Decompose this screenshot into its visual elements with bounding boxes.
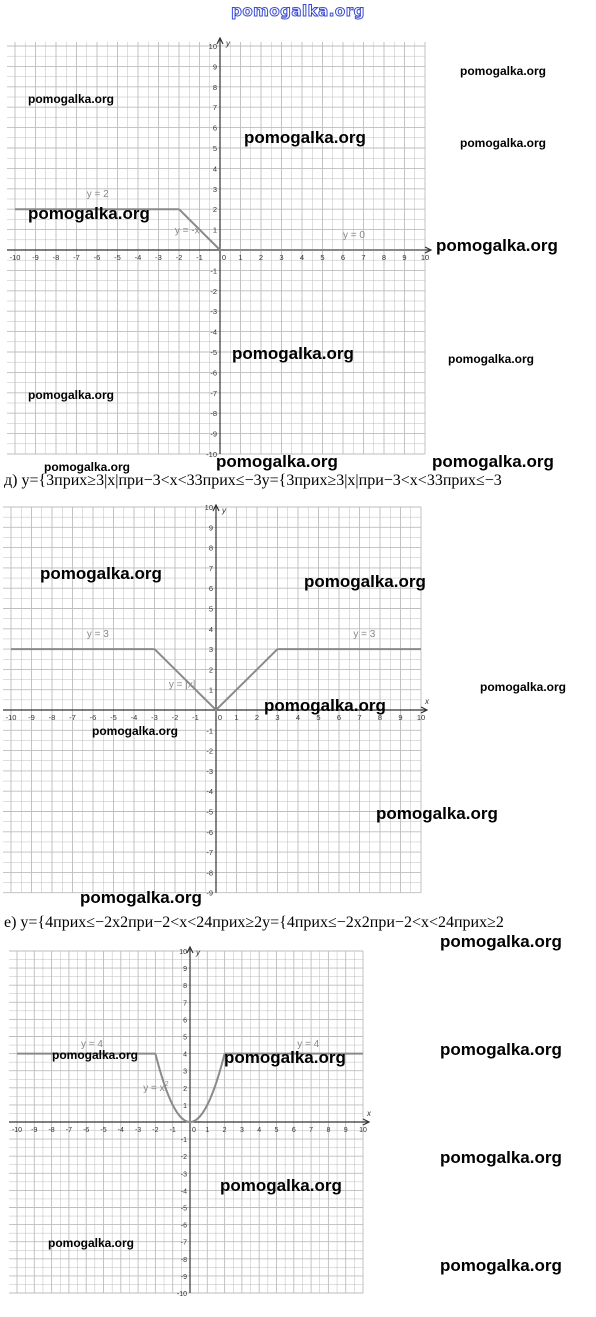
site-header-logo[interactable]: pomogalka.org xyxy=(231,2,365,20)
watermark: pomogalka.org xyxy=(440,932,562,951)
y-tick-label: -3 xyxy=(206,766,213,776)
x-tick-label: -8 xyxy=(48,1127,55,1134)
y-tick-label: -7 xyxy=(180,1239,187,1247)
x-tick-label: 9 xyxy=(398,713,403,722)
y-tick-label: -10 xyxy=(206,450,217,459)
y-tick-label: -9 xyxy=(206,888,213,898)
y-tick-label: -3 xyxy=(210,307,217,317)
watermark: pomogalka.org xyxy=(52,1048,139,1062)
x-tick-label: 0 xyxy=(192,1127,196,1134)
y-tick-label: -6 xyxy=(206,827,213,837)
x-tick-label: 2 xyxy=(222,1127,227,1134)
x-tick-label: -6 xyxy=(83,1127,90,1134)
y-tick-label: -7 xyxy=(206,848,213,858)
x-tick-label: -7 xyxy=(65,1127,73,1134)
x-tick-label: -4 xyxy=(134,253,142,262)
y-tick-label: 8 xyxy=(208,543,213,553)
watermark: pomogalka.org xyxy=(44,460,131,474)
x-tick-label: -1 xyxy=(169,1127,176,1134)
series-label: y = 3 xyxy=(353,628,376,640)
x-tick-label: 4 xyxy=(257,1127,262,1134)
x-tick-label: 3 xyxy=(275,713,280,722)
x-tick-label: 8 xyxy=(326,1127,331,1134)
y-tick-label: 3 xyxy=(183,1068,187,1076)
y-tick-label: -5 xyxy=(206,807,213,817)
y-tick-label: 3 xyxy=(208,645,213,655)
x-tick-label: -5 xyxy=(100,1127,107,1134)
x-tick-label: 9 xyxy=(402,253,407,262)
y-tick-label: 1 xyxy=(183,1102,187,1110)
y-tick-label: 5 xyxy=(183,1034,187,1042)
series-label: y = 4 xyxy=(297,1038,320,1050)
watermark: pomogalka.org xyxy=(92,724,179,738)
watermark: pomogalka.org xyxy=(48,1236,135,1250)
x-tick-label: 3 xyxy=(239,1127,244,1134)
y-tick-label: 4 xyxy=(183,1051,187,1059)
x-tick-label: -6 xyxy=(93,253,101,262)
x-tick-label: 8 xyxy=(381,253,387,262)
series-label: y = 3 xyxy=(86,628,109,640)
y-tick-label: 4 xyxy=(212,164,217,174)
x-tick-label: 1 xyxy=(234,713,239,722)
watermark: pomogalka.org xyxy=(220,1176,342,1195)
x-tick-label: -2 xyxy=(175,253,183,262)
x-tick-label: -2 xyxy=(171,713,179,722)
x-tick-label: -1 xyxy=(192,713,199,722)
y-tick-label: -8 xyxy=(180,1256,187,1264)
x-tick-label: -4 xyxy=(117,1127,124,1134)
y-tick-label: -1 xyxy=(206,726,213,736)
y-tick-label: 6 xyxy=(212,123,217,133)
x-tick-label: -5 xyxy=(114,253,121,262)
x-tick-label: 2 xyxy=(254,713,260,722)
watermark: pomogalka.org xyxy=(304,572,426,591)
watermark: pomogalka.org xyxy=(480,680,567,694)
x-tick-label: 9 xyxy=(343,1127,348,1134)
x-tick-label: -10 xyxy=(9,253,21,262)
y-tick-label: -3 xyxy=(180,1171,187,1179)
x-tick-label: 0 xyxy=(217,713,223,722)
y-tick-label: 9 xyxy=(183,966,187,974)
x-tick-label: 6 xyxy=(291,1127,296,1134)
watermark: pomogalka.org xyxy=(216,452,338,471)
x-tick-label: 3 xyxy=(279,253,284,262)
series-label: y = |x| xyxy=(168,679,196,691)
y-tick-label: -1 xyxy=(210,266,217,276)
y-tick-label: 10 xyxy=(208,42,217,51)
y-axis-name: y xyxy=(222,506,226,515)
watermark: pomogalka.org xyxy=(436,236,558,255)
x-tick-label: 7 xyxy=(361,253,366,262)
y-tick-label: -2 xyxy=(180,1154,187,1162)
x-tick-label: 6 xyxy=(340,253,346,262)
y-tick-label: -6 xyxy=(210,368,217,378)
y-tick-label: -10 xyxy=(176,1291,187,1298)
x-tick-label: 0 xyxy=(221,253,227,262)
y-tick-label: 2 xyxy=(212,205,217,215)
y-tick-label: 3 xyxy=(212,184,217,194)
watermark: pomogalka.org xyxy=(224,1048,346,1067)
y-tick-label: 1 xyxy=(208,685,213,695)
y-tick-label: 7 xyxy=(212,103,217,113)
watermark: pomogalka.org xyxy=(376,804,498,823)
x-tick-label: -9 xyxy=(28,713,35,722)
y-tick-label: 8 xyxy=(183,983,187,991)
x-tick-label: 5 xyxy=(274,1127,279,1134)
x-tick-label: 8 xyxy=(377,713,383,722)
y-tick-label: 10 xyxy=(179,949,187,956)
series-label: y = -x xyxy=(174,225,200,237)
y-tick-label: -5 xyxy=(180,1205,187,1213)
y-tick-label: -8 xyxy=(210,409,217,419)
y-tick-label: 6 xyxy=(183,1017,187,1025)
series-label: y = 4 xyxy=(81,1038,103,1050)
y-tick-label: -2 xyxy=(210,286,217,296)
x-tick-label: -7 xyxy=(69,713,76,722)
x-tick-label: -9 xyxy=(31,1127,38,1134)
x-tick-label: 5 xyxy=(320,253,325,262)
x-tick-label: -1 xyxy=(196,253,203,262)
watermark: pomogalka.org xyxy=(440,1040,562,1059)
x-tick-label: -9 xyxy=(32,253,39,262)
x-tick-label: 2 xyxy=(258,253,264,262)
x-tick-label: -8 xyxy=(48,713,56,722)
y-tick-label: -7 xyxy=(210,388,217,398)
watermark: pomogalka.org xyxy=(28,204,150,223)
series-label: $y = x^2$ xyxy=(143,1081,169,1095)
y-tick-label: -4 xyxy=(206,787,213,797)
x-tick-label: -4 xyxy=(130,713,138,722)
y-tick-label: 2 xyxy=(208,665,213,675)
y-tick-label: 7 xyxy=(208,563,213,573)
y-tick-label: 9 xyxy=(212,62,217,72)
x-tick-label: 1 xyxy=(205,1127,210,1134)
watermark: pomogalka.org xyxy=(440,1148,562,1167)
watermark: pomogalka.org xyxy=(264,696,386,715)
watermark: pomogalka.org xyxy=(28,388,115,402)
y-tick-label: -4 xyxy=(210,327,217,337)
x-tick-label: 7 xyxy=(309,1127,314,1134)
x-tick-label: -6 xyxy=(89,713,97,722)
y-tick-label: 10 xyxy=(204,503,213,512)
y-tick-label: 9 xyxy=(208,523,213,533)
x-tick-label: -10 xyxy=(5,713,17,722)
watermark: pomogalka.org xyxy=(440,1256,562,1275)
y-tick-label: -9 xyxy=(180,1273,187,1281)
x-axis-name: x xyxy=(425,697,429,706)
y-tick-label: 5 xyxy=(212,144,217,153)
x-tick-label: 10 xyxy=(359,1127,367,1134)
x-tick-label: 6 xyxy=(336,713,342,722)
chart-svg xyxy=(11,946,376,1306)
y-tick-label: 1 xyxy=(212,225,217,235)
x-tick-label: 1 xyxy=(238,253,243,262)
watermark: pomogalka.org xyxy=(40,564,162,583)
y-tick-label: 8 xyxy=(212,82,217,92)
x-tick-label: 5 xyxy=(316,713,321,722)
y-tick-label: 5 xyxy=(208,604,213,614)
x-tick-label: 7 xyxy=(357,713,362,722)
y-tick-label: -4 xyxy=(180,1188,187,1196)
series-label: y = 0 xyxy=(343,229,365,241)
x-tick-label: -10 xyxy=(11,1127,23,1134)
x-tick-label: -7 xyxy=(73,253,80,262)
graph-3 xyxy=(11,946,376,1306)
y-tick-label: 2 xyxy=(183,1085,187,1093)
formula-d: д) y={3прих≥3|x|при−3<x<33прих≤−3y={3прих≥3|x|при−3<x<33прих≤−3 xyxy=(4,472,502,489)
x-tick-label: -8 xyxy=(52,253,60,262)
y-tick-label: -5 xyxy=(210,348,217,357)
watermark: pomogalka.org xyxy=(244,128,366,147)
watermark: pomogalka.org xyxy=(432,452,554,471)
y-tick-label: 6 xyxy=(208,584,213,594)
y-tick-label: -8 xyxy=(206,868,213,878)
x-tick-label: -3 xyxy=(155,253,162,262)
x-tick-label: -5 xyxy=(110,713,117,722)
y-tick-label: -1 xyxy=(180,1137,187,1145)
y-axis-name: y xyxy=(226,39,230,48)
x-tick-label: 4 xyxy=(295,713,301,722)
x-tick-label: -3 xyxy=(151,713,158,722)
x-tick-label: -3 xyxy=(134,1127,142,1134)
y-tick-label: -2 xyxy=(206,746,213,756)
x-axis-name: x xyxy=(367,1109,371,1118)
x-tick-label: -2 xyxy=(152,1127,159,1134)
series-label: y = 2 xyxy=(86,188,109,200)
watermark: pomogalka.org xyxy=(80,888,202,907)
y-tick-label: -6 xyxy=(180,1222,187,1230)
watermark: pomogalka.org xyxy=(448,352,535,366)
y-tick-label: -9 xyxy=(210,429,217,439)
watermark: pomogalka.org xyxy=(460,136,547,150)
y-tick-label: 4 xyxy=(208,624,213,634)
formula-e: е) y={4прих≤−2x2при−2<x<24прих≥2y={4прих≤−2x2при−2<x<24прих≥2 xyxy=(4,914,504,931)
x-tick-label: 10 xyxy=(420,253,430,262)
x-tick-label: 10 xyxy=(416,713,426,722)
watermark: pomogalka.org xyxy=(28,92,115,106)
y-axis-name: y xyxy=(196,948,200,957)
watermark: pomogalka.org xyxy=(232,344,354,363)
watermark: pomogalka.org xyxy=(460,64,547,78)
x-tick-label: 4 xyxy=(299,253,305,262)
y-tick-label: 7 xyxy=(183,1000,187,1008)
